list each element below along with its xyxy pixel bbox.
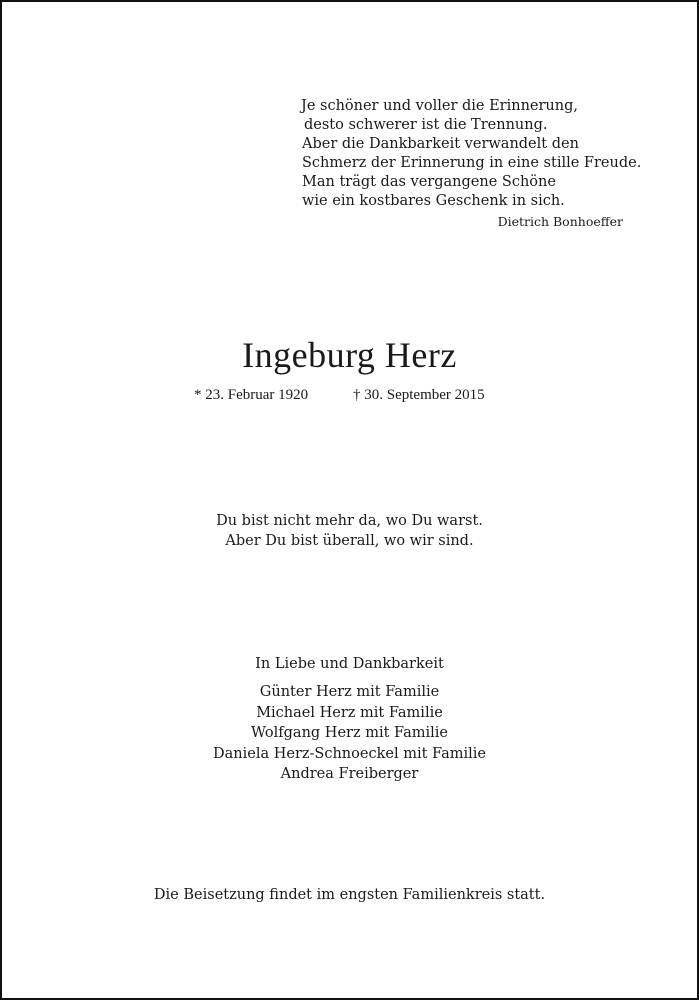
quote-author: Dietrich Bonhoeffer (497, 214, 623, 229)
burial-note: Die Beisetzung findet im engsten Familienkreis statt. (153, 887, 546, 903)
death-date: † 30. September 2015 (353, 387, 485, 403)
mourner-name: Günter Herz mit Familie (259, 684, 440, 700)
mourner-name: Daniela Herz-Schnoeckel mit Familie (213, 745, 486, 762)
mourner-name: Wolfgang Herz mit Familie (250, 725, 448, 741)
verse-line: Aber Du bist überall, wo wir sind. (225, 533, 474, 549)
quote-line: Aber die Dankbarkeit verwandelt den (302, 136, 579, 152)
mourner-name: Michael Herz mit Familie (256, 704, 443, 721)
quote-line: Je schöner und voller die Erinnerung, (301, 98, 579, 114)
quote-line: Man trägt das vergangene Schöne (302, 174, 556, 190)
birth-date: * 23. Februar 1920 (194, 387, 309, 403)
quote-line: wie ein kostbares Geschenk in sich. (302, 193, 565, 209)
memorial-verse (0, 511, 699, 551)
mourners-intro: In Liebe und Dankbarkeit (255, 656, 444, 672)
mourners-list (0, 682, 699, 785)
quote-block (301, 97, 642, 230)
quote-line: desto schwerer ist die Trennung. (304, 117, 548, 133)
mourner-name: Andrea Freiberger (280, 766, 419, 782)
verse-line: Du bist nicht mehr da, wo Du warst. (216, 513, 483, 529)
quote-line: Schmerz der Erinnerung in eine stille Freude. (302, 155, 642, 171)
deceased-name: Ingeburg Herz (242, 335, 457, 375)
